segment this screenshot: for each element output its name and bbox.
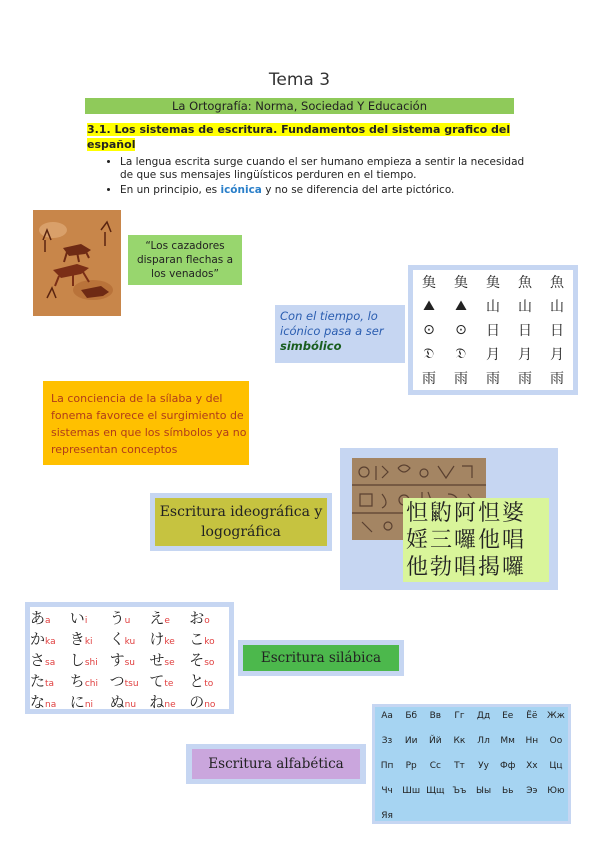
kana-glyph: な (30, 693, 46, 711)
cyrillic-letter: Ээ (526, 786, 538, 796)
kana-romaji: to (204, 679, 214, 689)
kana-glyph: え (149, 609, 165, 627)
kana-table-image (25, 602, 234, 714)
conciencia-caption: La conciencia de la sílaba y del fonema favorece el surgimiento de sistemas en que los símbolos ya no representan conceptos (43, 381, 249, 465)
kana-cell (149, 670, 189, 691)
kana-romaji: se (164, 658, 175, 668)
subtitle-banner: La Ortografía: Norma, Sociedad Y Educación (85, 98, 514, 114)
cyrillic-letter: Зз (381, 736, 393, 746)
kana-romaji: i (84, 616, 88, 626)
kana-romaji: ta (45, 679, 55, 689)
silabica-label: Escritura silábica (243, 645, 399, 671)
cyrillic-letter: Пп (380, 761, 394, 771)
kana-romaji: no (204, 700, 216, 710)
kana-cell (149, 649, 189, 670)
kana-glyph: こ (189, 630, 205, 648)
cyrillic-letter: Аа (381, 711, 393, 721)
kana-romaji: o (204, 616, 210, 626)
kana-romaji: ku (124, 637, 136, 647)
kana-romaji: u (124, 616, 131, 626)
cyrillic-letter: Уу (478, 761, 489, 771)
kana-romaji: ne (164, 700, 176, 710)
kana-cell (189, 649, 229, 670)
kana-glyph: お (189, 609, 205, 627)
chinese-glyph: ⊙ (455, 322, 467, 338)
hanzi-line: 婬三囉他唱 (406, 528, 527, 553)
chinese-glyph: 山 (486, 299, 500, 315)
chinese-glyph: 月 (486, 347, 500, 363)
cyrillic-letter: Ъъ (452, 786, 467, 796)
kana-romaji: tsu (124, 679, 139, 689)
chinese-glyph: 雨 (454, 371, 468, 387)
cyrillic-letter: Ёё (526, 711, 538, 721)
cyrillic-letter: Гг (454, 711, 465, 721)
kana-glyph: か (30, 630, 46, 648)
silabica-label-frame (238, 640, 404, 676)
chinese-glyph: 雨 (550, 371, 564, 387)
page-title: Tema 3 (268, 70, 331, 90)
kana-cell (110, 607, 150, 628)
cyrillic-letter: Ее (502, 711, 514, 721)
kana-glyph: そ (189, 651, 205, 669)
hanzi-text-block (403, 498, 549, 582)
cave-painting-image (33, 210, 121, 316)
chinese-glyph: 山 (518, 299, 532, 315)
chinese-glyph: ⛰ (423, 298, 435, 314)
chinese-glyph: 日 (518, 323, 532, 339)
kana-glyph: ね (149, 693, 165, 711)
kana-glyph: き (69, 630, 85, 648)
kana-romaji: su (124, 658, 136, 668)
cyrillic-letter: Тт (454, 761, 465, 771)
chinese-glyph: 𩵋 (454, 275, 468, 291)
kana-glyph: あ (30, 609, 46, 627)
kana-glyph: と (189, 672, 205, 690)
kana-cell (30, 607, 70, 628)
chinese-glyph: 山 (550, 299, 564, 315)
cazadores-caption: “Los cazadores disparan flechas a los venados” (128, 235, 242, 285)
kana-cell (110, 691, 150, 712)
kana-romaji: ni (84, 700, 94, 710)
cyrillic-letter: Лл (477, 736, 490, 746)
chinese-glyph: 雨 (422, 371, 436, 387)
kana-romaji: ka (45, 637, 56, 647)
chinese-glyph: 𝔇 (455, 346, 467, 362)
kana-glyph: く (109, 630, 125, 648)
kana-glyph: せ (149, 651, 165, 669)
cyrillic-letter: Жж (547, 711, 565, 721)
kana-romaji: ki (84, 637, 93, 647)
chinese-glyph: 𝔇 (423, 346, 435, 362)
cyrillic-letter: Юю (547, 786, 565, 796)
kana-romaji: na (45, 700, 57, 710)
alfabetica-label: Escritura alfabética (192, 749, 360, 779)
cyrillic-letter: Сс (429, 761, 441, 771)
cyrillic-letter: Шш (402, 786, 421, 796)
kana-glyph: し (69, 651, 85, 669)
cyrillic-letter: Мм (500, 736, 515, 746)
kana-cell (70, 670, 110, 691)
kana-glyph: う (109, 609, 125, 627)
chinese-glyph: 日 (486, 323, 500, 339)
bullet-item-2: • En un principio, es icónica y no se diferencia del arte pictórico. (120, 184, 540, 197)
kana-glyph: さ (30, 651, 46, 669)
bullet-item-1: • La lengua escrita surge cuando el ser humano empieza a sentir la necesidad de que sus mensajes lingüísticos perduren en el tiempo. (120, 156, 540, 182)
kana-cell (189, 628, 229, 649)
chinese-glyph: 月 (518, 347, 532, 363)
kana-glyph: ぬ (109, 693, 125, 711)
cyrillic-letter: Кк (453, 736, 466, 746)
kana-romaji: sa (45, 658, 56, 668)
kana-cell (110, 649, 150, 670)
chinese-glyph: ⊙ (423, 322, 435, 338)
cyrillic-letter: Ыы (476, 786, 492, 796)
cyrillic-letter: Цц (549, 761, 563, 771)
kana-romaji: te (164, 679, 174, 689)
cyrillic-grid (375, 707, 568, 821)
cyrillic-letter: Вв (429, 711, 442, 721)
kana-cell (30, 628, 70, 649)
kana-glyph: の (189, 693, 205, 711)
hieroglyph-hanzi-image (340, 448, 558, 590)
cyrillic-letter: Чч (381, 786, 393, 796)
kana-cell (189, 691, 229, 712)
alfabetica-label-frame (186, 744, 366, 784)
kana-cell (30, 649, 70, 670)
chinese-glyph: 魚 (550, 275, 564, 291)
tiempo-caption: Con el tiempo, lo icónico pasa a ser simbólico (275, 305, 405, 363)
hanzi-line: 怛䶂阿怛婆 (406, 501, 527, 526)
kana-romaji: e (164, 616, 170, 626)
kana-glyph: て (149, 672, 165, 690)
kana-romaji: chi (84, 679, 98, 689)
kana-romaji: ko (204, 637, 215, 647)
kana-glyph: つ (109, 672, 125, 690)
kana-cell (189, 670, 229, 691)
chinese-evolution-image (408, 265, 578, 395)
kana-cell (149, 691, 189, 712)
kana-glyph: す (109, 651, 125, 669)
kana-romaji: a (45, 616, 51, 626)
kana-cell (110, 670, 150, 691)
ideografica-label-frame (150, 493, 332, 551)
kana-cell (149, 628, 189, 649)
kana-glyph: い (69, 609, 85, 627)
cyrillic-letter: Хх (526, 761, 538, 771)
ideografica-label: Escritura ideográfica y logográfica (155, 498, 327, 546)
cyrillic-letter: Ии (404, 736, 418, 746)
section-heading: 3.1. Los sistemas de escritura. Fundamentos del sistema grafico del español (87, 123, 511, 151)
bullet-list (100, 156, 540, 199)
kana-cell (149, 607, 189, 628)
chinese-evolution-grid (413, 270, 573, 390)
chinese-glyph: 𩵋 (422, 275, 436, 291)
kana-cell (70, 649, 110, 670)
kana-grid (30, 607, 229, 709)
chinese-glyph: 魚 (518, 275, 532, 291)
cyrillic-letter: Фф (499, 761, 516, 771)
cyrillic-letter: Щщ (426, 786, 445, 796)
kana-cell (30, 670, 70, 691)
kana-romaji: ke (164, 637, 175, 647)
kana-cell (70, 628, 110, 649)
kana-cell (110, 628, 150, 649)
kana-glyph: た (30, 672, 46, 690)
kana-cell (30, 691, 70, 712)
cyrillic-letter: Бб (405, 711, 418, 721)
chinese-glyph: 日 (550, 323, 564, 339)
kana-cell (70, 607, 110, 628)
chinese-glyph: 月 (550, 347, 564, 363)
kana-glyph: ち (69, 672, 85, 690)
kana-glyph: に (69, 693, 85, 711)
cyrillic-letter: Рр (405, 761, 417, 771)
cyrillic-alphabet-image (372, 704, 571, 824)
kana-cell (70, 691, 110, 712)
chinese-glyph: 𩵋 (486, 275, 500, 291)
cyrillic-letter: Дд (476, 711, 491, 721)
kana-romaji: nu (124, 700, 137, 710)
cyrillic-letter: Йй (429, 736, 442, 746)
hanzi-line: 他勃唱揭囉 (406, 555, 527, 580)
chinese-glyph: 雨 (518, 371, 532, 387)
cyrillic-letter: Ьь (501, 786, 514, 796)
kana-cell (189, 607, 229, 628)
kana-romaji: shi (84, 658, 98, 668)
iconic-highlight: icónica (220, 184, 262, 196)
kana-romaji: so (204, 658, 215, 668)
chinese-glyph: ⛰ (455, 298, 467, 314)
kana-glyph: け (149, 630, 165, 648)
chinese-glyph: 雨 (486, 371, 500, 387)
cyrillic-letter: Яя (381, 811, 393, 821)
cyrillic-letter: Оо (549, 736, 563, 746)
cyrillic-letter: Нн (525, 736, 539, 746)
